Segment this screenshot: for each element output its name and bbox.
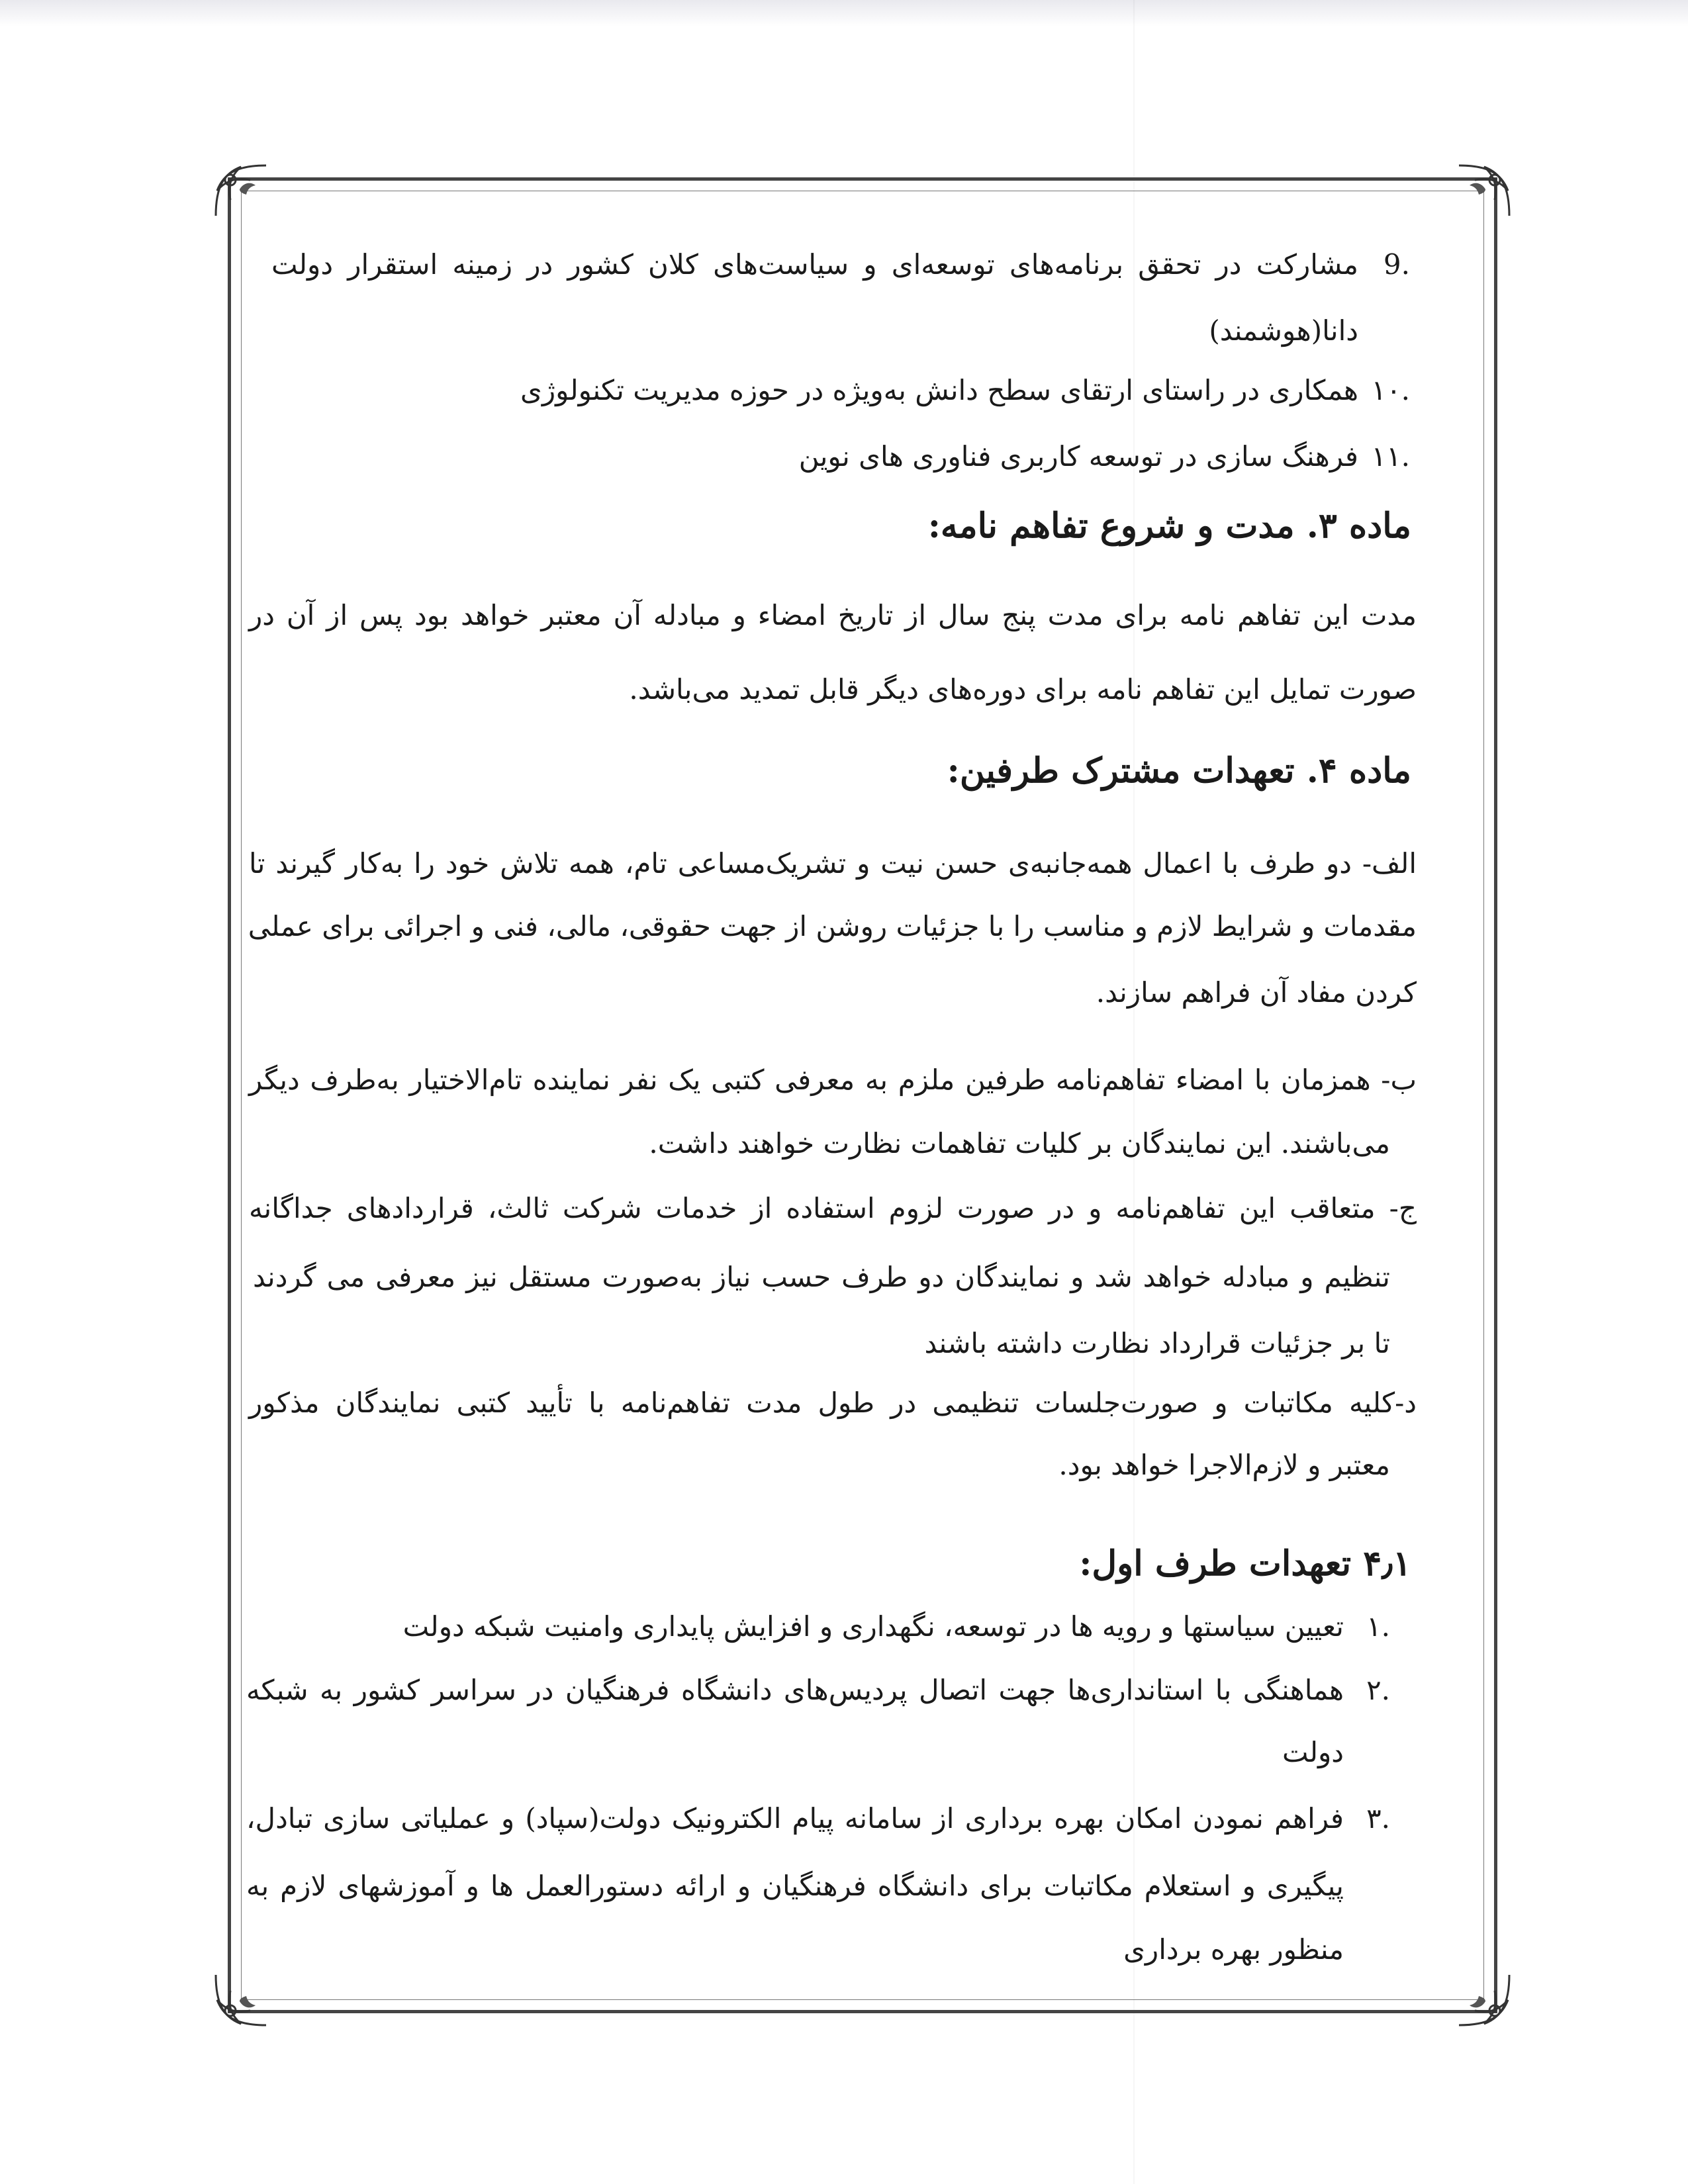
paragraph-line: صورت تمایل این تفاهم نامه برای دوره‌های دیگر قابل تمدید می‌باشد.	[629, 673, 1417, 705]
item-text-line: دانا(هوشمند)	[1209, 314, 1358, 347]
paragraph-line: ج- متعاقب این تفاهم‌نامه و در صورت لزوم استفاده از خدمات شرکت ثالث، قراردادهای جداگانه	[249, 1192, 1417, 1224]
item-text-line: پیگیری و استعلام مکاتبات برای دانشگاه فرهنگیان و ارائه دستورالعمل ها و آموزشهای لازم به	[246, 1870, 1344, 1902]
item-text-line: مشارکت در تحقق برنامه‌های توسعه‌ای و سیاست‌های کلان کشور در زمینه استقرار دولت	[271, 248, 1358, 281]
section-heading: ماده ۴. تعهدات مشترک طرفین:	[947, 751, 1411, 791]
item-number: ۲.	[1366, 1674, 1390, 1706]
item-number: ۳.	[1366, 1802, 1390, 1835]
paragraph-line: د-کلیه مکاتبات و صورت‌جلسات تنظیمی در طول مدت تفاهم‌نامه با تأیید کتبی نمایندگان مذکور	[249, 1387, 1417, 1419]
paragraph-line: مقدمات و شرایط لازم و مناسب را با جزئیات روشن از جهت حقوقی، مالی، فنی و اجرائی برای عملی	[248, 910, 1417, 942]
section-heading: ۴٫۱ تعهدات طرف اول:	[1079, 1543, 1411, 1584]
paragraph-line: الف- دو طرف با اعمال همه‌جانبه‌ی حسن نیت و تشریک‌مساعی تام، همه تلاش خود را به‌کار گیرند تا	[249, 847, 1417, 880]
item-text-line: همکاری در راستای ارتقای سطح دانش به‌ویژه در حوزه مدیریت تکنولوژی	[520, 374, 1358, 406]
item-text-line: هماهنگی با استانداری‌ها جهت اتصال پردیس‌های دانشگاه فرهنگیان در سراسر کشور به شبکه	[246, 1674, 1344, 1706]
section-heading: ماده ۳. مدت و شروع تفاهم نامه:	[927, 506, 1411, 546]
item-number: ۱.	[1366, 1610, 1390, 1643]
paragraph-line: مدت این تفاهم نامه برای مدت پنج سال از تاریخ امضاء و مبادله آن معتبر خواهد بود پس از آن در	[249, 599, 1417, 631]
paragraph-line: تنظیم و مبادله خواهد شد و نمایندگان دو طرف حسب نیاز به‌صورت مستقل نیز معرفی می گردند	[253, 1261, 1390, 1293]
item-text-line: منظور بهره برداری	[1123, 1933, 1344, 1966]
item-number: 9.	[1383, 248, 1410, 281]
item-text-line: فرهنگ سازی در توسعه کاربری فناوری های نوین	[798, 440, 1358, 473]
item-text-line: دولت	[1282, 1736, 1344, 1768]
item-number: ۱۱.	[1371, 440, 1410, 473]
paragraph-line: ب- همزمان با امضاء تفاهم‌نامه طرفین ملزم به معرفی کتبی یک نفر نماینده تام‌الاختیار به‌طرف دیگر	[249, 1064, 1417, 1096]
item-text-line: تعیین سیاستها و رویه ها در توسعه، نگهداری و افزایش پایداری وامنیت شبکه دولت	[402, 1610, 1344, 1643]
paragraph-line: تا بر جزئیات قرارداد نظارت داشته باشند	[924, 1327, 1390, 1359]
paragraph-line: معتبر و لازم‌الاجرا خواهد بود.	[1058, 1449, 1390, 1481]
item-text-line: فراهم نمودن امکان بهره برداری از سامانه پیام الکترونیک دولت(سپاد) و عملیاتی سازی تبادل،	[246, 1802, 1344, 1835]
item-number: ۱۰.	[1371, 374, 1410, 406]
paragraph-line: می‌باشند. این نمایندگان بر کلیات تفاهمات نظارت خواهند داشت.	[649, 1127, 1390, 1160]
paragraph-line: کردن مفاد آن فراهم سازند.	[1096, 976, 1417, 1009]
